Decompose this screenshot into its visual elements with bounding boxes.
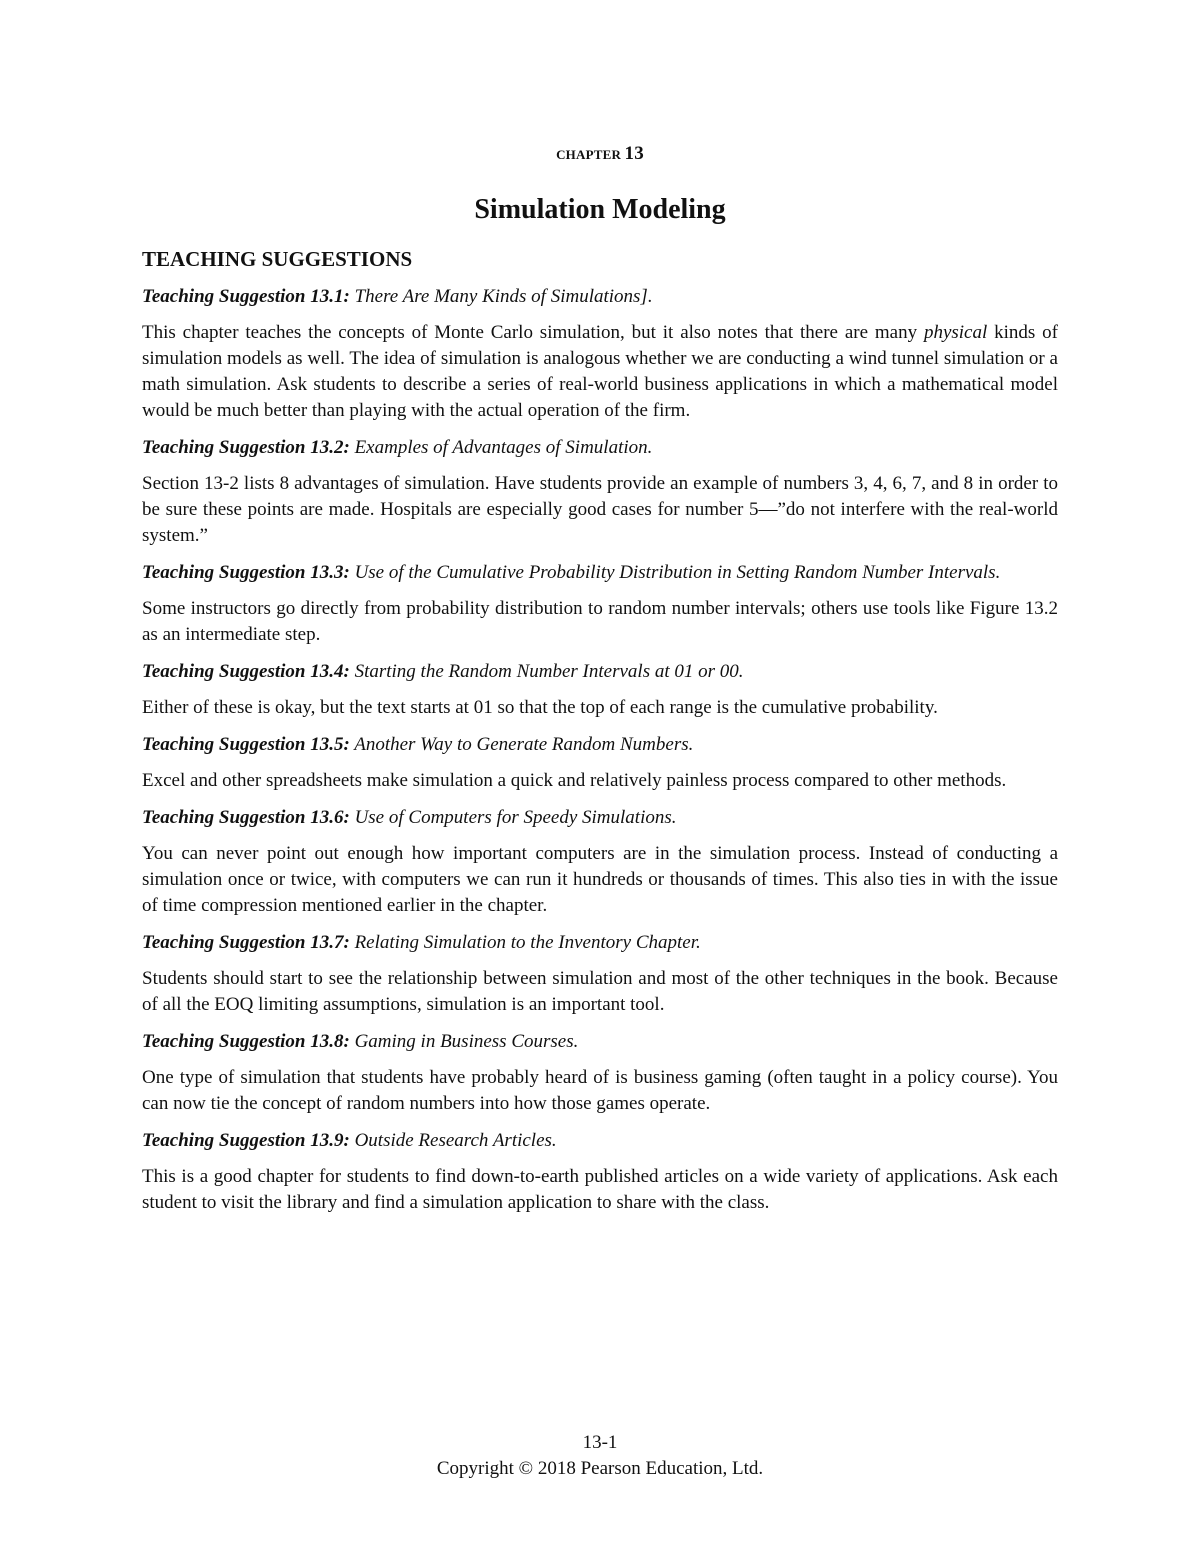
- suggestion-body: Some instructors go directly from probability distribution to random number intervals; others use tools like Figure 13.2 as an intermediate step.: [142, 598, 1058, 645]
- suggestion-topic: Relating Simulation to the Inventory Chapter.: [349, 932, 701, 953]
- suggestion-label: Teaching Suggestion 13.8:: [142, 1031, 350, 1052]
- suggestion-heading: [142, 732, 1058, 758]
- suggestion-label: Teaching Suggestion 13.1:: [142, 286, 350, 307]
- suggestion-topic: Another Way to Generate Random Numbers.: [349, 734, 694, 755]
- suggestion-heading: [142, 1029, 1058, 1055]
- content-body: [142, 244, 1058, 1227]
- suggestion-body-part: This chapter teaches the concepts of Monte Carlo simulation, but it also notes that there are many: [142, 322, 924, 343]
- suggestion-heading: [142, 659, 1058, 685]
- suggestion-body: Either of these is okay, but the text starts at 01 so that the top of each range is the cumulative probability.: [142, 697, 938, 718]
- page-title: Simulation Modeling: [474, 194, 726, 225]
- suggestion-label: Teaching Suggestion 13.4:: [142, 661, 350, 682]
- chapter-label: [0, 143, 1200, 165]
- suggestion-label: Teaching Suggestion 13.9:: [142, 1130, 350, 1151]
- suggestion-topic: Starting the Random Number Intervals at 01 or 00.: [349, 661, 744, 682]
- emphasis-text: physical: [923, 322, 988, 343]
- suggestion-label: Teaching Suggestion 13.6:: [142, 807, 350, 828]
- suggestion-topic: There Are Many Kinds of Simulations].: [349, 286, 653, 307]
- suggestion-label: Teaching Suggestion 13.3:: [142, 562, 350, 583]
- section-heading: TEACHING SUGGESTIONS: [142, 247, 413, 271]
- page-number: 13-1: [582, 1432, 618, 1453]
- suggestion-label: Teaching Suggestion 13.5:: [142, 734, 350, 755]
- copyright-notice: Copyright © 2018 Pearson Education, Ltd.: [436, 1458, 764, 1479]
- suggestion-heading: [142, 805, 1058, 831]
- suggestion-body-part: kinds of simulation models as well. The idea of simulation is analogous whether we are conducting a wind tunnel simulation or a math simulation. Ask students to describe a series of real-world business applications in which a mathematical model would be much better than playing with the actual operation of the firm.: [142, 322, 1059, 421]
- suggestion-body: [142, 320, 1058, 424]
- suggestion-body: This is a good chapter for students to find down-to-earth published articles on a wide variety of applications. Ask each student to visit the library and find a simulation application to share with the class.: [142, 1166, 1058, 1213]
- suggestion-label: Teaching Suggestion 13.2:: [142, 437, 350, 458]
- suggestion-topic: Outside Research Articles.: [349, 1130, 557, 1151]
- suggestion-body: One type of simulation that students have probably heard of is business gaming (often taught in a policy course). You can now tie the concept of random numbers into how those games operate.: [142, 1067, 1058, 1114]
- suggestion-body: Section 13-2 lists 8 advantages of simulation. Have students provide an example of numbers 3, 4, 6, 7, and 8 in order to be sure these points are made. Hospitals are especially good cases for number 5—”do not interfere with the real-world system.”: [142, 473, 1058, 546]
- suggestion-topic: Use of Computers for Speedy Simulations.: [349, 807, 677, 828]
- suggestion-body: Excel and other spreadsheets make simulation a quick and relatively painless process compared to other methods.: [142, 770, 1007, 791]
- suggestion-topic: Use of the Cumulative Probability Distribution in Setting Random Number Intervals.: [349, 562, 1001, 583]
- suggestion-topic: Examples of Advantages of Simulation.: [349, 437, 653, 458]
- suggestion-heading: [142, 284, 1058, 310]
- suggestion-heading: [142, 930, 1058, 956]
- chapter-word: CHAPTER: [556, 147, 622, 162]
- suggestion-heading: [142, 1128, 1058, 1154]
- suggestion-topic: Gaming in Business Courses.: [349, 1031, 579, 1052]
- suggestion-heading: [142, 435, 1058, 461]
- chapter-number: 13: [624, 143, 644, 164]
- suggestion-heading: [142, 560, 1058, 586]
- suggestion-body: You can never point out enough how important computers are in the simulation process. Instead of conducting a simulation once or twice, with computers we can run it hundreds or thousands of times. This also ties in with the issue of time compression mentioned earlier in the chapter.: [142, 843, 1058, 916]
- suggestion-body: Students should start to see the relationship between simulation and most of the other techniques in the book. Because of all the EOQ limiting assumptions, simulation is an important tool.: [142, 968, 1058, 1015]
- suggestion-label: Teaching Suggestion 13.7:: [142, 932, 350, 953]
